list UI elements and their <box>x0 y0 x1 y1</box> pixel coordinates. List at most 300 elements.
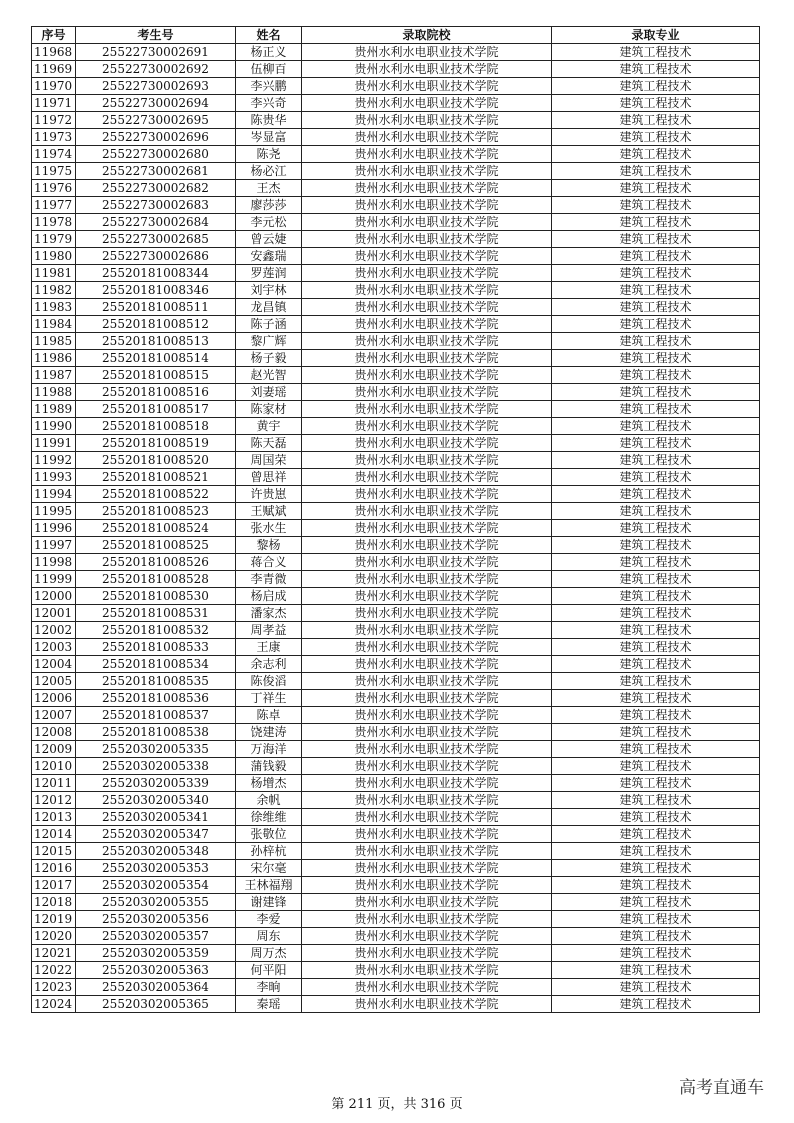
cell-school: 贵州水利水电职业技术学院 <box>302 571 552 588</box>
cell-name: 周孝益 <box>236 622 302 639</box>
cell-school: 贵州水利水电职业技术学院 <box>302 622 552 639</box>
cell-major: 建筑工程技术 <box>552 231 760 248</box>
table-row <box>32 758 760 775</box>
table-row <box>32 656 760 673</box>
cell-exam-id: 25522730002695 <box>76 112 236 129</box>
cell-exam-id: 25522730002683 <box>76 197 236 214</box>
cell-exam-id: 25522730002685 <box>76 231 236 248</box>
table-row <box>32 299 760 316</box>
cell-name: 张水生 <box>236 520 302 537</box>
table-row <box>32 367 760 384</box>
cell-major: 建筑工程技术 <box>552 894 760 911</box>
cell-index: 12014 <box>32 826 76 843</box>
cell-exam-id: 25522730002684 <box>76 214 236 231</box>
cell-index: 12001 <box>32 605 76 622</box>
cell-exam-id: 25522730002696 <box>76 129 236 146</box>
cell-school: 贵州水利水电职业技术学院 <box>302 350 552 367</box>
cell-name: 潘家杰 <box>236 605 302 622</box>
cell-index: 11982 <box>32 282 76 299</box>
cell-school: 贵州水利水电职业技术学院 <box>302 792 552 809</box>
cell-exam-id: 25520181008531 <box>76 605 236 622</box>
cell-exam-id: 25520181008525 <box>76 537 236 554</box>
cell-major: 建筑工程技术 <box>552 707 760 724</box>
cell-school: 贵州水利水电职业技术学院 <box>302 673 552 690</box>
cell-major: 建筑工程技术 <box>552 690 760 707</box>
cell-index: 12012 <box>32 792 76 809</box>
table-row <box>32 588 760 605</box>
cell-name: 蒲钱毅 <box>236 758 302 775</box>
table-row <box>32 520 760 537</box>
cell-major: 建筑工程技术 <box>552 979 760 996</box>
cell-index: 11999 <box>32 571 76 588</box>
cell-exam-id: 25520181008528 <box>76 571 236 588</box>
cell-exam-id: 25520181008522 <box>76 486 236 503</box>
cell-exam-id: 25520302005357 <box>76 928 236 945</box>
table-row <box>32 843 760 860</box>
cell-school: 贵州水利水电职业技术学院 <box>302 877 552 894</box>
table-row <box>32 741 760 758</box>
cell-index: 12017 <box>32 877 76 894</box>
cell-index: 11985 <box>32 333 76 350</box>
table-row <box>32 724 760 741</box>
table-row <box>32 775 760 792</box>
cell-exam-id: 25522730002681 <box>76 163 236 180</box>
cell-index: 11992 <box>32 452 76 469</box>
cell-school: 贵州水利水电职业技术学院 <box>302 146 552 163</box>
cell-major: 建筑工程技术 <box>552 962 760 979</box>
cell-index: 12006 <box>32 690 76 707</box>
cell-index: 11979 <box>32 231 76 248</box>
cell-index: 12018 <box>32 894 76 911</box>
table-row <box>32 673 760 690</box>
cell-exam-id: 25522730002692 <box>76 61 236 78</box>
cell-name: 罗莲润 <box>236 265 302 282</box>
cell-index: 11989 <box>32 401 76 418</box>
cell-exam-id: 25520181008533 <box>76 639 236 656</box>
cell-school: 贵州水利水电职业技术学院 <box>302 520 552 537</box>
cell-index: 11973 <box>32 129 76 146</box>
cell-name: 刘妻瑶 <box>236 384 302 401</box>
cell-major: 建筑工程技术 <box>552 945 760 962</box>
cell-exam-id: 25522730002693 <box>76 78 236 95</box>
cell-name: 李兴鹏 <box>236 78 302 95</box>
cell-school: 贵州水利水电职业技术学院 <box>302 639 552 656</box>
cell-major: 建筑工程技术 <box>552 299 760 316</box>
cell-exam-id: 25522730002680 <box>76 146 236 163</box>
table-row <box>32 979 760 996</box>
cell-school: 贵州水利水电职业技术学院 <box>302 860 552 877</box>
table-body <box>32 44 760 1013</box>
cell-exam-id: 25520181008514 <box>76 350 236 367</box>
cell-exam-id: 25520302005341 <box>76 809 236 826</box>
cell-index: 12007 <box>32 707 76 724</box>
cell-index: 12021 <box>32 945 76 962</box>
cell-exam-id: 25520181008512 <box>76 316 236 333</box>
col-header-school: 录取院校 <box>302 27 552 44</box>
cell-major: 建筑工程技术 <box>552 877 760 894</box>
cell-name: 杨正义 <box>236 44 302 61</box>
cell-name: 周国荣 <box>236 452 302 469</box>
cell-major: 建筑工程技术 <box>552 537 760 554</box>
cell-name: 许贵崽 <box>236 486 302 503</box>
cell-name: 宋尔毫 <box>236 860 302 877</box>
cell-school: 贵州水利水电职业技术学院 <box>302 163 552 180</box>
cell-school: 贵州水利水电职业技术学院 <box>302 248 552 265</box>
cell-major: 建筑工程技术 <box>552 673 760 690</box>
cell-exam-id: 25520302005339 <box>76 775 236 792</box>
cell-name: 李晌 <box>236 979 302 996</box>
cell-exam-id: 25520181008511 <box>76 299 236 316</box>
table-row <box>32 469 760 486</box>
cell-school: 贵州水利水电职业技术学院 <box>302 435 552 452</box>
cell-school: 贵州水利水电职业技术学院 <box>302 333 552 350</box>
col-header-exam-id: 考生号 <box>76 27 236 44</box>
cell-exam-id: 25520181008538 <box>76 724 236 741</box>
cell-exam-id: 25520302005335 <box>76 741 236 758</box>
col-header-major: 录取专业 <box>552 27 760 44</box>
table-row <box>32 78 760 95</box>
cell-name: 曾思祥 <box>236 469 302 486</box>
cell-index: 11991 <box>32 435 76 452</box>
cell-school: 贵州水利水电职业技术学院 <box>302 911 552 928</box>
table-row <box>32 435 760 452</box>
cell-exam-id: 25520302005354 <box>76 877 236 894</box>
cell-index: 11977 <box>32 197 76 214</box>
cell-major: 建筑工程技术 <box>552 469 760 486</box>
cell-name: 李兴奇 <box>236 95 302 112</box>
table-row <box>32 962 760 979</box>
admission-table <box>31 26 760 1013</box>
cell-name: 李青微 <box>236 571 302 588</box>
cell-index: 11971 <box>32 95 76 112</box>
cell-major: 建筑工程技术 <box>552 435 760 452</box>
cell-name: 余志利 <box>236 656 302 673</box>
cell-school: 贵州水利水电职业技术学院 <box>302 843 552 860</box>
table-row <box>32 180 760 197</box>
table-row <box>32 44 760 61</box>
cell-major: 建筑工程技术 <box>552 248 760 265</box>
cell-school: 贵州水利水电职业技术学院 <box>302 452 552 469</box>
table-row <box>32 622 760 639</box>
cell-school: 贵州水利水电职业技术学院 <box>302 112 552 129</box>
cell-school: 贵州水利水电职业技术学院 <box>302 945 552 962</box>
cell-exam-id: 25520181008535 <box>76 673 236 690</box>
cell-index: 11993 <box>32 469 76 486</box>
cell-major: 建筑工程技术 <box>552 384 760 401</box>
cell-major: 建筑工程技术 <box>552 61 760 78</box>
cell-name: 王赋斌 <box>236 503 302 520</box>
cell-index: 12019 <box>32 911 76 928</box>
table-row <box>32 163 760 180</box>
cell-index: 11986 <box>32 350 76 367</box>
cell-index: 11980 <box>32 248 76 265</box>
cell-exam-id: 25520181008346 <box>76 282 236 299</box>
cell-school: 贵州水利水电职业技术学院 <box>302 656 552 673</box>
cell-index: 12011 <box>32 775 76 792</box>
cell-exam-id: 25520302005359 <box>76 945 236 962</box>
table-row <box>32 265 760 282</box>
cell-index: 11984 <box>32 316 76 333</box>
cell-school: 贵州水利水电职业技术学院 <box>302 809 552 826</box>
cell-school: 贵州水利水电职业技术学院 <box>302 605 552 622</box>
cell-name: 周万杰 <box>236 945 302 962</box>
cell-school: 贵州水利水电职业技术学院 <box>302 537 552 554</box>
cell-name: 秦瑶 <box>236 996 302 1013</box>
cell-name: 陈卓 <box>236 707 302 724</box>
cell-name: 杨子毅 <box>236 350 302 367</box>
cell-name: 孙梓杭 <box>236 843 302 860</box>
cell-name: 杨启成 <box>236 588 302 605</box>
table-row <box>32 809 760 826</box>
cell-major: 建筑工程技术 <box>552 180 760 197</box>
cell-school: 贵州水利水电职业技术学院 <box>302 690 552 707</box>
cell-index: 12015 <box>32 843 76 860</box>
cell-exam-id: 25520181008532 <box>76 622 236 639</box>
cell-school: 贵州水利水电职业技术学院 <box>302 554 552 571</box>
cell-major: 建筑工程技术 <box>552 860 760 877</box>
table-row <box>32 486 760 503</box>
table-row <box>32 707 760 724</box>
cell-index: 12016 <box>32 860 76 877</box>
cell-exam-id: 25522730002682 <box>76 180 236 197</box>
cell-major: 建筑工程技术 <box>552 741 760 758</box>
table-row <box>32 197 760 214</box>
cell-index: 11994 <box>32 486 76 503</box>
cell-school: 贵州水利水电职业技术学院 <box>302 384 552 401</box>
cell-name: 万海洋 <box>236 741 302 758</box>
cell-name: 何平阳 <box>236 962 302 979</box>
cell-school: 贵州水利水电职业技术学院 <box>302 418 552 435</box>
table-row <box>32 792 760 809</box>
table-row <box>32 452 760 469</box>
cell-index: 11995 <box>32 503 76 520</box>
cell-school: 贵州水利水电职业技术学院 <box>302 469 552 486</box>
cell-major: 建筑工程技术 <box>552 452 760 469</box>
cell-name: 徐维维 <box>236 809 302 826</box>
table-row <box>32 826 760 843</box>
cell-name: 陈天磊 <box>236 435 302 452</box>
cell-exam-id: 25520181008537 <box>76 707 236 724</box>
cell-major: 建筑工程技术 <box>552 809 760 826</box>
cell-name: 李元松 <box>236 214 302 231</box>
cell-school: 贵州水利水电职业技术学院 <box>302 826 552 843</box>
cell-major: 建筑工程技术 <box>552 724 760 741</box>
cell-index: 12002 <box>32 622 76 639</box>
cell-major: 建筑工程技术 <box>552 282 760 299</box>
table-row <box>32 894 760 911</box>
cell-exam-id: 25520302005348 <box>76 843 236 860</box>
cell-school: 贵州水利水电职业技术学院 <box>302 61 552 78</box>
cell-name: 王林福翔 <box>236 877 302 894</box>
cell-name: 李爱 <box>236 911 302 928</box>
cell-major: 建筑工程技术 <box>552 163 760 180</box>
cell-major: 建筑工程技术 <box>552 911 760 928</box>
col-header-name: 姓名 <box>236 27 302 44</box>
table-row <box>32 503 760 520</box>
table-row <box>32 129 760 146</box>
col-header-index: 序号 <box>32 27 76 44</box>
cell-major: 建筑工程技术 <box>552 265 760 282</box>
cell-exam-id: 25520181008524 <box>76 520 236 537</box>
cell-school: 贵州水利水电职业技术学院 <box>302 741 552 758</box>
table-row <box>32 316 760 333</box>
table-row <box>32 282 760 299</box>
cell-major: 建筑工程技术 <box>552 401 760 418</box>
cell-name: 刘宇林 <box>236 282 302 299</box>
cell-exam-id: 25520181008534 <box>76 656 236 673</box>
cell-school: 贵州水利水电职业技术学院 <box>302 588 552 605</box>
table-row <box>32 333 760 350</box>
cell-index: 12005 <box>32 673 76 690</box>
table-row <box>32 605 760 622</box>
table-row <box>32 537 760 554</box>
cell-exam-id: 25520302005356 <box>76 911 236 928</box>
cell-major: 建筑工程技术 <box>552 214 760 231</box>
cell-major: 建筑工程技术 <box>552 112 760 129</box>
table-row <box>32 214 760 231</box>
cell-exam-id: 25520302005363 <box>76 962 236 979</box>
cell-index: 12022 <box>32 962 76 979</box>
cell-index: 11997 <box>32 537 76 554</box>
cell-major: 建筑工程技术 <box>552 350 760 367</box>
cell-major: 建筑工程技术 <box>552 129 760 146</box>
cell-name: 丁祥生 <box>236 690 302 707</box>
cell-name: 张敬位 <box>236 826 302 843</box>
cell-index: 12009 <box>32 741 76 758</box>
table-row <box>32 911 760 928</box>
cell-name: 周东 <box>236 928 302 945</box>
cell-exam-id: 25520181008536 <box>76 690 236 707</box>
cell-major: 建筑工程技术 <box>552 588 760 605</box>
cell-exam-id: 25520181008520 <box>76 452 236 469</box>
cell-school: 贵州水利水电职业技术学院 <box>302 775 552 792</box>
cell-school: 贵州水利水电职业技术学院 <box>302 44 552 61</box>
table-row <box>32 231 760 248</box>
cell-school: 贵州水利水电职业技术学院 <box>302 197 552 214</box>
cell-major: 建筑工程技术 <box>552 503 760 520</box>
table-row <box>32 61 760 78</box>
table-row <box>32 418 760 435</box>
cell-exam-id: 25520181008518 <box>76 418 236 435</box>
table-row <box>32 928 760 945</box>
cell-name: 岑显富 <box>236 129 302 146</box>
cell-name: 廖莎莎 <box>236 197 302 214</box>
cell-index: 11968 <box>32 44 76 61</box>
cell-school: 贵州水利水电职业技术学院 <box>302 758 552 775</box>
cell-name: 王康 <box>236 639 302 656</box>
cell-exam-id: 25520302005340 <box>76 792 236 809</box>
table-row <box>32 112 760 129</box>
cell-school: 贵州水利水电职业技术学院 <box>302 486 552 503</box>
cell-index: 11972 <box>32 112 76 129</box>
cell-major: 建筑工程技术 <box>552 996 760 1013</box>
cell-exam-id: 25520181008526 <box>76 554 236 571</box>
cell-major: 建筑工程技术 <box>552 656 760 673</box>
cell-school: 贵州水利水电职业技术学院 <box>302 894 552 911</box>
cell-name: 黎广辉 <box>236 333 302 350</box>
cell-index: 11974 <box>32 146 76 163</box>
table-row <box>32 860 760 877</box>
cell-index: 11983 <box>32 299 76 316</box>
cell-school: 贵州水利水电职业技术学院 <box>302 265 552 282</box>
table-row <box>32 571 760 588</box>
cell-index: 11998 <box>32 554 76 571</box>
cell-exam-id: 25520181008530 <box>76 588 236 605</box>
cell-index: 11996 <box>32 520 76 537</box>
table-row <box>32 554 760 571</box>
cell-exam-id: 25520181008513 <box>76 333 236 350</box>
cell-index: 11976 <box>32 180 76 197</box>
cell-index: 12023 <box>32 979 76 996</box>
brand-label: 高考直通车 <box>679 1078 764 1098</box>
cell-name: 余帆 <box>236 792 302 809</box>
cell-major: 建筑工程技术 <box>552 571 760 588</box>
cell-name: 安鑫瑞 <box>236 248 302 265</box>
cell-exam-id: 25520302005338 <box>76 758 236 775</box>
cell-index: 12013 <box>32 809 76 826</box>
cell-major: 建筑工程技术 <box>552 520 760 537</box>
cell-name: 龙昌镇 <box>236 299 302 316</box>
cell-index: 11987 <box>32 367 76 384</box>
cell-major: 建筑工程技术 <box>552 928 760 945</box>
cell-index: 12024 <box>32 996 76 1013</box>
cell-name: 饶建涛 <box>236 724 302 741</box>
cell-school: 贵州水利水电职业技术学院 <box>302 724 552 741</box>
table-row <box>32 350 760 367</box>
cell-major: 建筑工程技术 <box>552 333 760 350</box>
cell-index: 11978 <box>32 214 76 231</box>
cell-name: 黎杨 <box>236 537 302 554</box>
cell-school: 贵州水利水电职业技术学院 <box>302 214 552 231</box>
cell-major: 建筑工程技术 <box>552 95 760 112</box>
cell-index: 11988 <box>32 384 76 401</box>
page-number: 第 211 页，共 316 页 <box>331 1097 463 1112</box>
cell-major: 建筑工程技术 <box>552 78 760 95</box>
cell-name: 王杰 <box>236 180 302 197</box>
cell-exam-id: 25520181008344 <box>76 265 236 282</box>
cell-exam-id: 25520302005353 <box>76 860 236 877</box>
cell-name: 杨必江 <box>236 163 302 180</box>
cell-exam-id: 25520181008519 <box>76 435 236 452</box>
cell-school: 贵州水利水电职业技术学院 <box>302 129 552 146</box>
cell-school: 贵州水利水电职业技术学院 <box>302 928 552 945</box>
cell-exam-id: 25520302005365 <box>76 996 236 1013</box>
cell-exam-id: 25522730002694 <box>76 95 236 112</box>
cell-name: 曾云婕 <box>236 231 302 248</box>
cell-exam-id: 25520302005364 <box>76 979 236 996</box>
cell-index: 11981 <box>32 265 76 282</box>
table-row <box>32 384 760 401</box>
cell-name: 伍柳百 <box>236 61 302 78</box>
cell-name: 赵光智 <box>236 367 302 384</box>
cell-name: 谢建锋 <box>236 894 302 911</box>
table-header-row <box>32 27 760 44</box>
cell-major: 建筑工程技术 <box>552 44 760 61</box>
cell-index: 12020 <box>32 928 76 945</box>
cell-school: 贵州水利水电职业技术学院 <box>302 979 552 996</box>
cell-index: 12004 <box>32 656 76 673</box>
cell-school: 贵州水利水电职业技术学院 <box>302 282 552 299</box>
cell-school: 贵州水利水电职业技术学院 <box>302 962 552 979</box>
cell-index: 11969 <box>32 61 76 78</box>
cell-school: 贵州水利水电职业技术学院 <box>302 367 552 384</box>
cell-major: 建筑工程技术 <box>552 775 760 792</box>
table-row <box>32 639 760 656</box>
cell-school: 贵州水利水电职业技术学院 <box>302 180 552 197</box>
cell-school: 贵州水利水电职业技术学院 <box>302 231 552 248</box>
cell-index: 12003 <box>32 639 76 656</box>
cell-name: 蒋合义 <box>236 554 302 571</box>
